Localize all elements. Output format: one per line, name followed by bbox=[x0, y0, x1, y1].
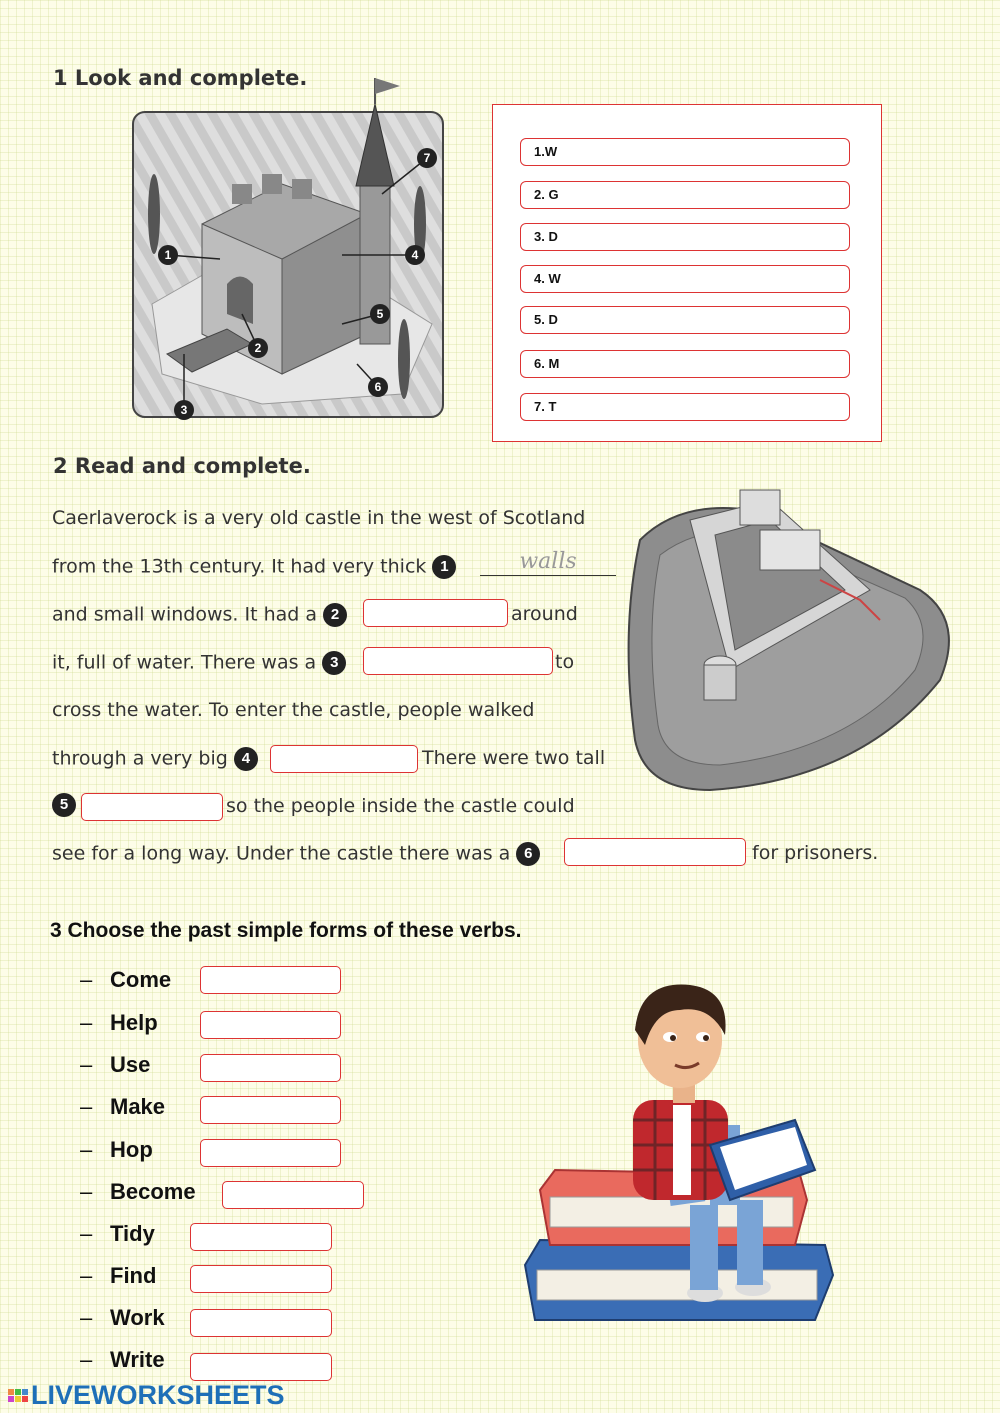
answer-input-1[interactable]: 1.W bbox=[520, 138, 850, 166]
blank-input-3[interactable] bbox=[363, 647, 553, 675]
verb-dash: – bbox=[80, 1179, 93, 1204]
verb-input-become[interactable] bbox=[222, 1181, 364, 1209]
verb-label-become: Become bbox=[110, 1179, 196, 1204]
verb-row-become bbox=[80, 1179, 196, 1205]
blank-input-5[interactable] bbox=[81, 793, 223, 821]
section2-title: 2 Read and complete. bbox=[53, 454, 311, 478]
passage-line-2-text: from the 13th century. It had very thick bbox=[52, 555, 427, 578]
answer-input-5[interactable]: 5. D bbox=[520, 306, 850, 334]
blank-number-5: 5 bbox=[52, 793, 76, 817]
blank-number-3: 3 bbox=[322, 651, 346, 675]
verb-input-find[interactable] bbox=[190, 1265, 332, 1293]
verb-row-work bbox=[80, 1305, 165, 1331]
passage-line-6 bbox=[52, 747, 258, 771]
passage-line-7-end: so the people inside the castle could bbox=[226, 795, 575, 817]
passage-line-4 bbox=[52, 651, 346, 675]
verb-label-work: Work bbox=[110, 1305, 165, 1330]
answer-input-4[interactable]: 4. W bbox=[520, 265, 850, 293]
verb-label-help: Help bbox=[110, 1010, 158, 1035]
passage-line-6-end: There were two tall bbox=[422, 747, 606, 769]
verb-label-come: Come bbox=[110, 967, 172, 992]
answer-input-3[interactable]: 3. D bbox=[520, 223, 850, 251]
castle-illustration bbox=[132, 74, 444, 420]
verb-row-find bbox=[80, 1263, 156, 1289]
passage-line-3-text: and small windows. It had a bbox=[52, 603, 318, 626]
answer-input-6[interactable]: 6. M bbox=[520, 350, 850, 378]
callout-6: 6 bbox=[374, 380, 382, 394]
blank-number-6: 6 bbox=[516, 842, 540, 866]
callout-3: 3 bbox=[180, 403, 188, 417]
callout-1: 1 bbox=[164, 248, 172, 262]
example-answer-text: walls bbox=[519, 549, 577, 574]
passage-line-5: cross the water. To enter the castle, people walked bbox=[52, 699, 535, 721]
answer-input-2[interactable]: 2. G bbox=[520, 181, 850, 209]
passage-line-8-end: for prisoners. bbox=[752, 842, 879, 864]
verb-input-write[interactable] bbox=[190, 1353, 332, 1381]
verb-row-come bbox=[80, 967, 171, 993]
verb-dash: – bbox=[80, 1221, 93, 1246]
passage-line-4-end: to bbox=[555, 651, 575, 673]
verb-dash: – bbox=[80, 1263, 93, 1288]
verb-dash: – bbox=[80, 1137, 93, 1162]
liveworksheets-logo-icon bbox=[8, 1389, 28, 1402]
callout-7: 7 bbox=[423, 151, 431, 165]
verb-row-tidy bbox=[80, 1221, 155, 1247]
example-answer bbox=[480, 549, 616, 576]
passage-line-8 bbox=[52, 842, 540, 866]
verb-input-come[interactable] bbox=[200, 966, 341, 994]
verb-input-hop[interactable] bbox=[200, 1139, 341, 1167]
verb-input-tidy[interactable] bbox=[190, 1223, 332, 1251]
verb-input-use[interactable] bbox=[200, 1054, 341, 1082]
passage-line-3-end: around bbox=[511, 603, 578, 625]
callout-5: 5 bbox=[376, 307, 384, 321]
verb-label-hop: Hop bbox=[110, 1137, 153, 1162]
verb-dash: – bbox=[80, 1010, 93, 1035]
blank-number-1: 1 bbox=[432, 555, 456, 579]
section1-title: 1 Look and complete. bbox=[53, 66, 308, 90]
callout-4: 4 bbox=[411, 248, 419, 262]
verb-row-help bbox=[80, 1010, 158, 1036]
passage-line-6-text: through a very big bbox=[52, 747, 228, 770]
verb-label-make: Make bbox=[110, 1094, 166, 1119]
verb-row-write bbox=[80, 1347, 165, 1373]
passage-line-4-text: it, full of water. There was a bbox=[52, 651, 317, 674]
answer-input-7[interactable]: 7. T bbox=[520, 393, 850, 421]
verb-label-use: Use bbox=[110, 1052, 151, 1077]
section3-title: 3 Choose the past simple forms of these verbs. bbox=[50, 919, 522, 942]
footer-logo[interactable] bbox=[8, 1379, 285, 1410]
verb-label-tidy: Tidy bbox=[110, 1221, 155, 1246]
verb-dash: – bbox=[80, 967, 93, 992]
verb-row-make bbox=[80, 1094, 165, 1120]
boy-reading-illustration bbox=[515, 975, 845, 1355]
blank-number-5-wrap bbox=[52, 793, 76, 817]
caerlaverock-illustration bbox=[620, 480, 960, 805]
verb-dash: – bbox=[80, 1305, 93, 1330]
passage-line-8-text: see for a long way. Under the castle there was a bbox=[52, 842, 511, 865]
verb-input-help[interactable] bbox=[200, 1011, 341, 1039]
verb-dash: – bbox=[80, 1094, 93, 1119]
passage-line-2 bbox=[52, 555, 456, 579]
verb-label-write: Write bbox=[110, 1347, 165, 1372]
verb-label-find: Find bbox=[110, 1263, 157, 1288]
verb-dash: – bbox=[80, 1052, 93, 1077]
blank-input-2[interactable] bbox=[363, 599, 508, 627]
passage-line-1: Caerlaverock is a very old castle in the west of Scotland bbox=[52, 507, 586, 529]
verb-row-use bbox=[80, 1052, 150, 1078]
passage-line-3 bbox=[52, 603, 347, 627]
footer-brand: LIVEWORKSHEETS bbox=[31, 1379, 285, 1410]
blank-number-2: 2 bbox=[323, 603, 347, 627]
verb-dash: – bbox=[80, 1347, 93, 1372]
verb-input-work[interactable] bbox=[190, 1309, 332, 1337]
verb-row-hop bbox=[80, 1137, 153, 1163]
blank-input-4[interactable] bbox=[270, 745, 418, 773]
verb-input-make[interactable] bbox=[200, 1096, 341, 1124]
blank-number-4: 4 bbox=[234, 747, 258, 771]
callout-2: 2 bbox=[254, 341, 262, 355]
blank-input-6[interactable] bbox=[564, 838, 746, 866]
